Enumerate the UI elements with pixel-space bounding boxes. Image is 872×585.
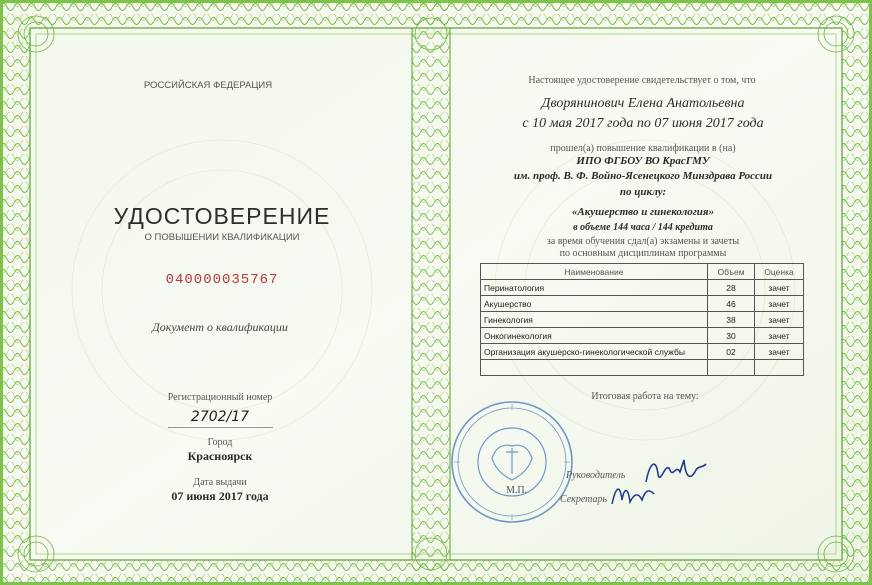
- subject-grade: зачет: [755, 344, 804, 360]
- holder-name: Дворянинович Елена Анатольевна: [541, 96, 745, 111]
- table-row: [481, 360, 804, 376]
- reg-number-underline: [168, 427, 273, 428]
- table-row: [481, 296, 804, 312]
- study-period: с 10 мая 2017 года по 07 июня 2017 года: [522, 116, 764, 131]
- secretary-label: Секретарь: [560, 494, 608, 505]
- subject-name: Организация акушерско-гинекологической службы: [481, 344, 708, 360]
- reg-number-label: Регистрационный номер: [167, 392, 273, 403]
- organization-line2: им. проф. В. Ф. Войно-Ясенецкого Минздрава России: [513, 170, 773, 182]
- organization-line1: ИПО ФГБОУ ВО КрасГМУ: [576, 155, 710, 167]
- table-row: [481, 344, 804, 360]
- subject-name: Акушерство: [481, 296, 708, 312]
- subject-name: Гинекология: [481, 312, 708, 328]
- subject-name: Перинатология: [481, 280, 708, 296]
- volume-text: в объеме 144 часа / 144 кредита: [573, 222, 713, 233]
- document-type: Документ о квалификации: [152, 320, 288, 334]
- city-label: Город: [207, 437, 233, 448]
- city-value: Красноярск: [187, 449, 253, 463]
- subject-volume: 30: [708, 328, 755, 344]
- country-label: РОССИЙСКАЯ ФЕДЕРАЦИЯ: [143, 80, 273, 91]
- exams-text-line1: за время обучения сдал(а) экзамены и зачеты: [546, 236, 740, 247]
- subject-name: Онкогинекология: [481, 328, 708, 344]
- subject-volume: 28: [708, 280, 755, 296]
- reg-number-value: 2702/17: [190, 409, 250, 425]
- subject-grade: зачет: [755, 280, 804, 296]
- subject-grade: зачет: [755, 312, 804, 328]
- passed-text: прошел(а) повышение квалификации в (на): [550, 143, 736, 154]
- subject-name: [481, 360, 708, 376]
- table-row: [481, 328, 804, 344]
- subject-grade: зачет: [755, 296, 804, 312]
- intro-text: Настоящее удостоверение свидетельствует о том, что: [528, 75, 756, 86]
- subject-volume: 46: [708, 296, 755, 312]
- document-title: УДОСТОВЕРЕНИЕ: [113, 203, 331, 229]
- subject-grade: зачет: [755, 328, 804, 344]
- subject-grade: [755, 360, 804, 376]
- subject-volume: [708, 360, 755, 376]
- column-header-volume: Объем: [708, 264, 755, 280]
- stamp-place-label: М.П.: [506, 485, 528, 496]
- table-row: [481, 312, 804, 328]
- cycle-name: «Акушерство и гинекология»: [571, 206, 715, 218]
- round-stamp: [448, 398, 576, 526]
- cycle-label: по циклу:: [619, 186, 667, 198]
- final-work-label: Итоговая работа на тему:: [591, 391, 699, 402]
- subjects-table: [480, 263, 804, 376]
- issue-date-label: Дата выдачи: [193, 477, 247, 488]
- subject-volume: 38: [708, 312, 755, 328]
- table-row: [481, 280, 804, 296]
- serial-number: 040000035767: [165, 272, 279, 288]
- column-header-grade: Оценка: [755, 264, 804, 280]
- column-header-name: Наименование: [481, 264, 708, 280]
- secretary-signature: [608, 480, 658, 510]
- issue-date-value: 07 июня 2017 года: [171, 489, 269, 503]
- table-header-row: [481, 264, 804, 280]
- document-subtitle: О ПОВЫШЕНИИ КВАЛИФИКАЦИИ: [144, 232, 300, 243]
- exams-text-line2: по основным дисциплинам программы: [559, 248, 727, 259]
- head-label: Руководитель: [566, 470, 626, 481]
- subject-volume: 02: [708, 344, 755, 360]
